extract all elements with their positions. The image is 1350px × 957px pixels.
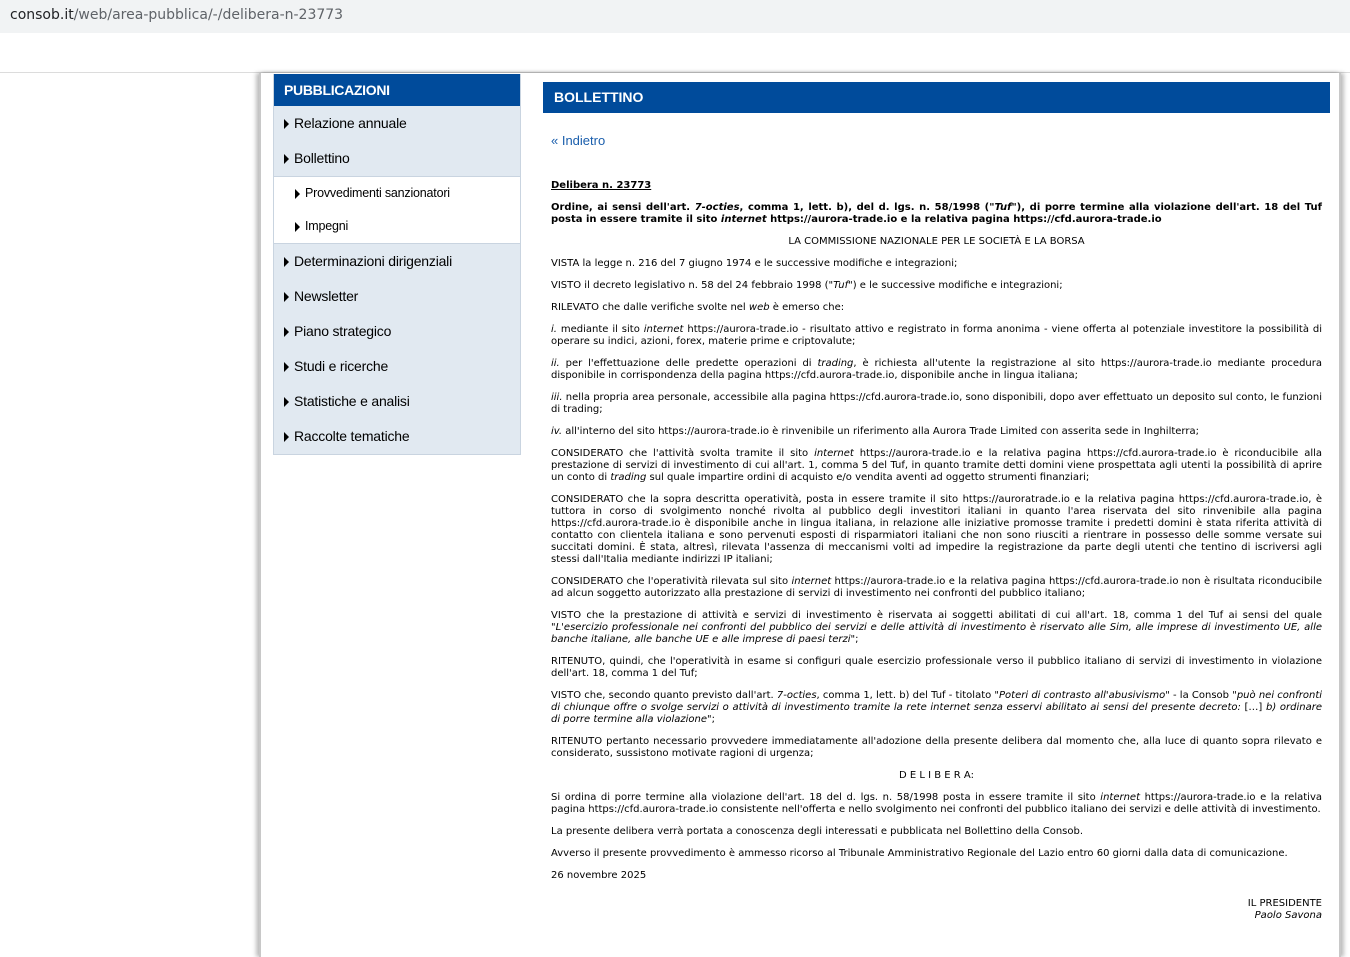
text-span: CONSIDERATO che l'operatività rilevata sul sito (551, 576, 792, 587)
paragraph-point-1 (551, 324, 1322, 348)
paragraph-ritenuto-2: RITENUTO pertanto necessario provvedere immediatamente all'adozione della presente delibera dal momento che, alla luce di quanto sopra rilevato e considerato, sussistono motivate ragioni di urgenza; (551, 736, 1322, 759)
sidebar-item-label: Raccolte tematiche (294, 428, 410, 444)
caret-right-icon (284, 119, 289, 129)
text-span: Poteri di contrasto all'abusivismo (999, 690, 1166, 701)
section-title: BOLLETTINO (543, 82, 1330, 113)
commission-name: LA COMMISSIONE NAZIONALE PER LE SOCIETÀ E LA BORSA (788, 236, 1085, 247)
text-span: RILEVATO che dalle verifiche svolte nel (551, 302, 749, 313)
text-span: è emerso che: (769, 302, 845, 313)
caret-right-icon (284, 257, 289, 267)
text-span: Ordine, ai sensi dell'art. (551, 202, 695, 213)
text-span: , comma 1, lett. b), del d. lgs. n. 58/1998 (" (739, 202, 995, 213)
sidebar-item-label: Piano strategico (294, 323, 392, 339)
sidebar-item-piano-strategico[interactable] (274, 314, 520, 349)
text-span: i. (551, 324, 557, 335)
paragraph-rilevato (551, 302, 1322, 314)
text-span: iv. (551, 426, 563, 437)
text-span: per l'effettuazione delle predette operazioni di (559, 358, 818, 369)
url-domain: consob.it (10, 7, 74, 23)
text-span: , comma 1, lett. b) del Tuf - titolato " (816, 690, 1000, 701)
sidebar-subitem-impegni[interactable] (274, 210, 520, 243)
paragraph-considerato-2: CONSIDERATO che la sopra descritta operatività, posta in essere tramite il sito https://auroratrade.io e la relativa pagina https://cfd.aurora-trade.io, è tuttora in corso di svolgimento nonché rivolta al pubblico degli investitori italiani in quanto l'area riservata del sito rinvenibile alla pagina https://cfd.aurora-trade.io è disponibile anche in lingua italiana, in relazione alle iniziative promosse tramite i predetti domini è stata riferita attività di contatto con clientela italiana e sono pervenuti esposti di risparmiatori italiani che non sono riusciti a rientrare in possesso delle somme versate sui succitati domini. È stata, altresì, rilevata l'assenza di meccanismi volti ad impedire la registrazione da parte degli utenti che tentino di iscriversi agli stessi dall'Italia mediante indirizzi IP italiani; (551, 494, 1322, 565)
text-span: , è richiesta all'utente la registrazione al sito https://aurora-trade.io mediante procedura disponibile in corrispondenza della pagina https://cfd.aurora-trade.io, disponibile anche in lingua italiana; (551, 358, 1322, 381)
paragraph-ricorso: Avverso il presente provvedimento è ammesso ricorso al Tribunale Amministrativo Regionale del Lazio entro 60 giorni dalla data di comunicazione. (551, 848, 1288, 859)
caret-right-icon (284, 432, 289, 442)
paragraph-visto-1 (551, 280, 1322, 292)
text-span: internet (1100, 792, 1141, 803)
caret-right-icon (284, 292, 289, 302)
delibera-document (551, 180, 1322, 922)
delibera-label: D E L I B E R A: (899, 770, 974, 781)
text-span: iii. (551, 392, 563, 403)
text-span: […] (1240, 702, 1266, 713)
text-span: trading (610, 472, 647, 483)
text-span: " - la Consob " (1165, 690, 1237, 701)
signer-name: Paolo Savona (1254, 910, 1322, 921)
signer-title: IL PRESIDENTE (1247, 898, 1322, 909)
text-span: ") e le successive modifiche e integrazioni; (848, 280, 1063, 291)
text-span: web (748, 302, 770, 313)
sidebar-item-label: Statistiche e analisi (294, 393, 410, 409)
text-span: L'esercizio professionale nei confronti del pubblico dei servizi e delle attività di investimento è riservato alle Sim, alle imprese di investimento UE, alle banche italiane, alle banche UE e alle imprese di paesi terzi (551, 622, 1322, 645)
back-link[interactable]: « Indietro (551, 133, 606, 148)
paragraph-visto-2 (551, 610, 1322, 646)
sidebar-item-newsletter[interactable] (274, 279, 520, 314)
sidebar-item-label: Newsletter (294, 288, 359, 304)
text-span: nella propria area personale, accessibile alla pagina https://cfd.aurora-trade.io, sono disponibili, dopo aver effettuato un deposito sul conto, le funzioni di trading; (551, 392, 1322, 415)
paragraph-point-4 (551, 426, 1322, 438)
text-span: VISTO il decreto legislativo n. 58 del 24 febbraio 1998 (" (551, 280, 834, 291)
text-span: "; (850, 634, 859, 645)
sidebar-subitem-label: Impegni (305, 219, 349, 233)
text-span: https://aurora-trade.io e la relativa pagina https://cfd.aurora-trade.io non è risultata riconducibile ad alcun soggetto autorizzato alla prestazione di servizi di investimento nei confronti del pubblico italiano; (551, 576, 1322, 599)
sidebar-subitem-label: Provvedimenti sanzionatori (305, 186, 450, 200)
caret-right-icon (284, 397, 289, 407)
text-span: Tuf (994, 202, 1012, 213)
text-span: 7-octies (776, 690, 817, 701)
text-span: "), di porre termine alla violazione dell'art. 18 del Tuf posta in essere tramite il sito (551, 202, 1322, 225)
text-span: mediante il sito (556, 324, 644, 335)
text-span: https://aurora-trade.io e la relativa pagina https://cfd.aurora-trade.io (766, 214, 1162, 225)
text-span: ii. (551, 358, 560, 369)
caret-right-icon (295, 222, 300, 232)
sidebar-item-studi-ricerche[interactable] (274, 349, 520, 384)
sidebar-item-statistiche[interactable] (274, 384, 520, 419)
text-span: VISTO che la prestazione di attività e servizi di investimento è riservata ai soggetti abilitati di cui all'art. 18, comma 1 del Tuf ai sensi del quale " (551, 610, 1322, 633)
text-span: all'interno del sito https://aurora-trade.io è rinvenibile un riferimento alla Aurora Trade Limited con asserita sede in Inghilterra; (562, 426, 1199, 437)
sidebar-item-bollettino[interactable] (274, 141, 520, 176)
text-span: VISTO che, secondo quanto previsto dall'art. (551, 690, 777, 701)
paragraph-vista: VISTA la legge n. 216 del 7 giugno 1974 e le successive modifiche e integrazioni; (551, 258, 958, 269)
paragraph-ritenuto-1: RITENUTO, quindi, che l'operatività in esame si configuri quale esercizio professionale verso il pubblico italiano di servizi di investimento in violazione dell'art. 18, comma 1 del Tuf; (551, 656, 1322, 679)
paragraph-point-2 (551, 358, 1322, 382)
paragraph-visto-3 (551, 690, 1322, 726)
paragraph-considerato-1 (551, 448, 1322, 484)
text-span: internet (814, 448, 854, 459)
sidebar-item-label: Determinazioni dirigenziali (294, 253, 453, 269)
text-span: "; (707, 714, 716, 725)
sidebar-nav (273, 74, 521, 455)
caret-right-icon (284, 327, 289, 337)
sidebar-submenu (274, 176, 520, 244)
sidebar-item-label: Bollettino (294, 150, 350, 166)
caret-right-icon (284, 154, 289, 164)
paragraph-point-3 (551, 392, 1322, 416)
text-span: b) ordinare di porre termine alla violazione (551, 702, 1322, 725)
paragraph-considerato-3 (551, 576, 1322, 600)
paragraph-ordine (551, 792, 1322, 816)
text-span: https://aurora-trade.io - risultato attivo e registrato in forma anonima - viene offerta al potenziale investitore la possibilità di operare su indici, azioni, forex, materie prime e criptovalute; (551, 324, 1323, 347)
sidebar-item-label: Studi e ricerche (294, 358, 389, 374)
text-span: Si ordina di porre termine alla violazione dell'art. 18 del d. lgs. n. 58/1998 posta in essere tramite il sito (551, 792, 1101, 803)
text-span: internet (720, 214, 767, 225)
caret-right-icon (284, 362, 289, 372)
browser-address-bar[interactable] (0, 0, 1350, 33)
sidebar-item-determinazioni[interactable] (274, 244, 520, 279)
paragraph-pubblicazione: La presente delibera verrà portata a conoscenza degli interessati e pubblicata nel Bollettino della Consob. (551, 826, 1084, 837)
sidebar-subitem-provvedimenti[interactable] (274, 177, 520, 210)
text-span: https://aurora-trade.io e la relativa pagina https://cfd.aurora-trade.io è riconducibile alla prestazione di servizi di investimento di cui all'art. 1, comma 5 del Tuf, in quanto tramite detti domini viene prospettata agli utenti la possibilità di aprire un conto di (551, 448, 1323, 483)
url-text[interactable] (10, 7, 343, 23)
url-path: /web/area-pubblica/-/delibera-n-23773 (73, 7, 344, 23)
delibera-date: 26 novembre 2025 (551, 870, 647, 881)
delibera-heading: Delibera n. 23773 (551, 180, 652, 191)
text-span: internet (643, 324, 684, 335)
text-span: trading (817, 358, 854, 369)
sidebar-title: PUBBLICAZIONI (274, 74, 520, 106)
text-span: sul quale impartire ordini di acquisto e/o vendita aventi ad oggetto strumenti finanziari; (646, 472, 1090, 483)
caret-right-icon (295, 189, 300, 199)
text-span: può nei confronti di chiunque offre o svolge servizi o attività di investimento tramite la rete internet senza esservi abilitato ai sensi del presente decreto: (551, 690, 1323, 713)
text-span: 7-octies (694, 202, 740, 213)
text-span: Tuf (833, 280, 849, 291)
text-span: CONSIDERATO che l'attività svolta tramite il sito (551, 448, 815, 459)
sidebar-item-label: Relazione annuale (294, 115, 407, 131)
text-span: internet (791, 576, 832, 587)
text-span: https://aurora-trade.io e la relativa pagina https://cfd.aurora-trade.io consistente nell'offerta e nello svolgimento nei confronti del pubblico italiano dei servizi e delle attività di investimento. (551, 792, 1322, 815)
sidebar-item-relazione-annuale[interactable] (274, 106, 520, 141)
sidebar-item-raccolte[interactable] (274, 419, 520, 454)
delibera-subject (551, 202, 1322, 226)
